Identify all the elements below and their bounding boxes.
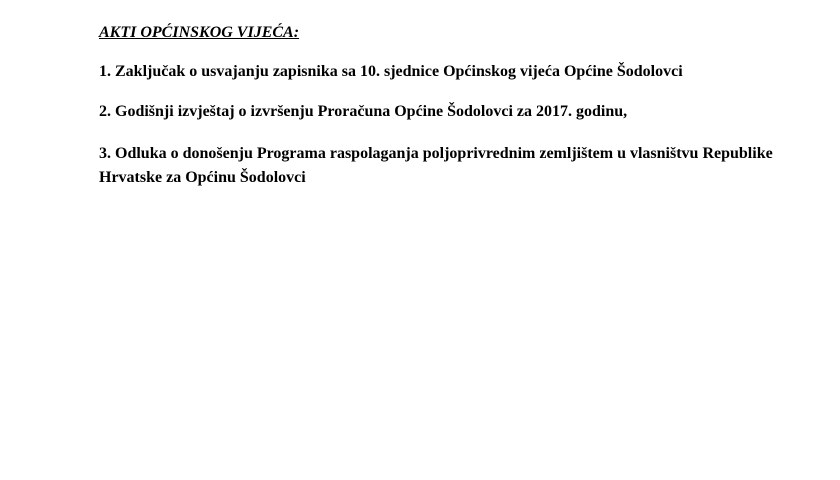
item-number: 3.: [99, 145, 111, 162]
list-item: [99, 60, 799, 84]
item-number: 1.: [99, 63, 111, 80]
item-text: Odluka o donošenju Programa raspolaganja poljoprivrednim zemljištem u vlasništvu Republike Hrvatske za Općinu Šodolovci: [99, 145, 773, 186]
item-number: 2.: [99, 103, 111, 120]
item-text: Zaključak o usvajanju zapisnika sa 10. sjednice Općinskog vijeća Općine Šodolovci: [115, 63, 683, 80]
item-text: Godišnji izvještaj o izvršenju Proračuna Općine Šodolovci za 2017. godinu,: [115, 103, 628, 120]
list-item: [99, 100, 799, 124]
document-heading: AKTI OPĆINSKOG VIJEĆA:: [99, 24, 300, 41]
list-item: [99, 142, 799, 190]
